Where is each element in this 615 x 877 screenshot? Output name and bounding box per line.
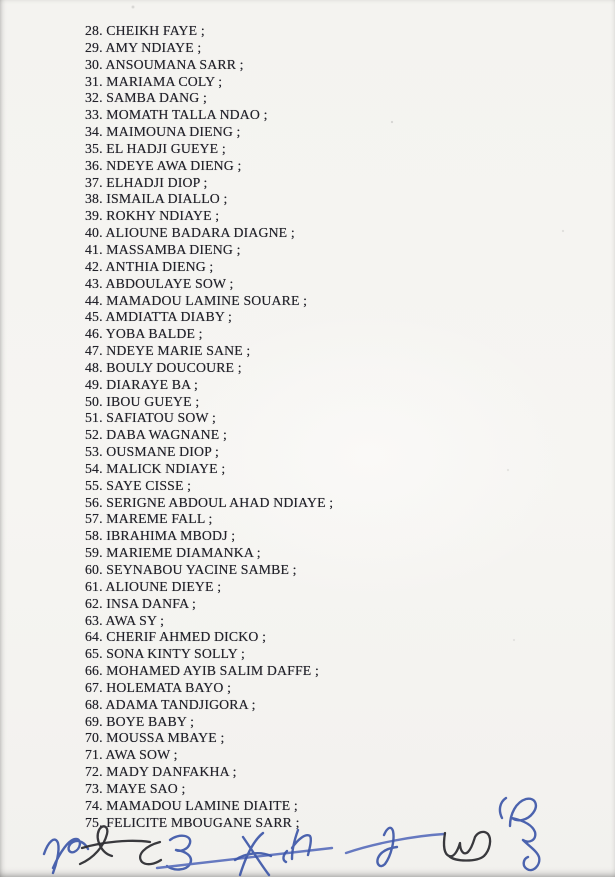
list-item-text: 68. ADAMA TANDJIGORA ;	[85, 696, 256, 712]
list-item-text: 58. IBRAHIMA MBODJ ;	[85, 528, 236, 544]
list-item-text: 30. ANSOUMANA SARR ;	[85, 56, 244, 72]
list-item	[85, 730, 333, 747]
list-item	[85, 528, 333, 545]
list-item	[85, 175, 333, 192]
list-item-text: 41. MASSAMBA DIENG ;	[85, 241, 241, 257]
list-item-text: 73. MAYE SAO ;	[85, 780, 186, 796]
list-item-text: 71. AWA SOW ;	[85, 747, 178, 763]
list-item	[85, 191, 333, 208]
list-item-text: 70. MOUSSA MBAYE ;	[85, 730, 225, 746]
list-item	[85, 57, 333, 74]
list-item-text: 50. IBOU GUEYE ;	[85, 393, 200, 409]
list-item	[85, 629, 333, 646]
list-item	[85, 343, 333, 360]
list-item	[85, 309, 333, 326]
list-item	[85, 124, 333, 141]
list-item	[85, 427, 333, 444]
list-item	[85, 141, 333, 158]
list-item-text: 64. CHERIF AHMED DICKO ;	[85, 629, 267, 645]
list-item-text: 61. ALIOUNE DIEYE ;	[85, 578, 222, 594]
signature-ink-6	[346, 828, 444, 866]
signatures-svg	[40, 790, 600, 877]
list-item-text: 29. AMY NDIAYE ;	[85, 39, 202, 55]
list-item	[85, 90, 333, 107]
list-item	[85, 444, 333, 461]
list-item-text: 52. DABA WAGNANE ;	[85, 427, 227, 443]
list-item-text: 72. MADY DANFAKHA ;	[85, 764, 237, 780]
list-item-text: 39. ROKHY NDIAYE ;	[85, 208, 220, 224]
list-item-text: 43. ABDOULAYE SOW ;	[85, 275, 234, 291]
list-item	[85, 680, 333, 697]
list-item	[85, 107, 333, 124]
list-item-text: 40. ALIOUNE BADARA DIAGNE ;	[85, 225, 295, 241]
list-item	[85, 293, 333, 310]
list-item	[85, 545, 333, 562]
list-item	[85, 394, 333, 411]
list-item-text: 34. MAIMOUNA DIENG ;	[85, 124, 241, 140]
numbered-name-list	[85, 23, 333, 832]
list-item	[85, 495, 333, 512]
list-item	[85, 646, 333, 663]
list-item-text: 69. BOYE BABY ;	[85, 713, 195, 729]
list-item-text: 32. SAMBA DANG ;	[85, 90, 207, 106]
signature-ink-1	[44, 839, 88, 873]
list-item	[85, 747, 333, 764]
list-item-text: 38. ISMAILA DIALLO ;	[85, 191, 228, 207]
list-item-text: 45. AMDIATTA DIABY ;	[85, 309, 233, 325]
list-item-text: 49. DIARAYE BA ;	[85, 376, 199, 392]
list-item-text: 51. SAFIATOU SOW ;	[85, 410, 216, 426]
list-item	[85, 23, 333, 40]
signature-ink-7	[444, 832, 490, 861]
list-item	[85, 714, 333, 731]
list-item	[85, 74, 333, 91]
list-item	[85, 410, 333, 427]
list-item-text: 53. OUSMANE DIOP ;	[85, 444, 220, 460]
list-item-text: 63. AWA SY ;	[85, 612, 165, 628]
list-item	[85, 242, 333, 259]
list-item	[85, 377, 333, 394]
signature-ink-8	[500, 798, 539, 870]
list-item	[85, 259, 333, 276]
list-item	[85, 326, 333, 343]
handwritten-signatures-row	[40, 790, 600, 877]
list-item-text: 28. CHEIKH FAYE ;	[85, 23, 205, 38]
list-item-text: 60. SEYNABOU YACINE SAMBE ;	[85, 562, 297, 577]
list-item-text: 46. YOBA BALDE ;	[85, 326, 203, 342]
list-item	[85, 764, 333, 781]
list-item	[85, 579, 333, 596]
signature-ink-2	[80, 826, 161, 864]
list-item	[85, 208, 333, 225]
signature-ink-5	[283, 830, 310, 862]
list-item	[85, 663, 333, 680]
list-item	[85, 596, 333, 613]
list-item-text: 56. SERIGNE ABDOUL AHAD NDIAYE ;	[85, 494, 334, 510]
list-item	[85, 478, 333, 495]
list-item-text: 75. FELICITE MBOUGANE SARR ;	[85, 814, 300, 830]
list-item	[85, 158, 333, 175]
list-item-text: 54. MALICK NDIAYE ;	[85, 460, 226, 476]
signature-ink-4	[235, 833, 271, 875]
list-item-text: 65. SONA KINTY SOLLY ;	[85, 646, 245, 662]
list-item	[85, 40, 333, 57]
list-item-text: 59. MARIEME DIAMANKA ;	[85, 545, 261, 561]
list-item	[85, 613, 333, 630]
list-item-text: 35. EL HADJI GUEYE ;	[85, 140, 226, 156]
list-item	[85, 562, 333, 579]
list-item-text: 62. INSA DANFA ;	[85, 595, 197, 611]
list-item-text: 57. MAREME FALL ;	[85, 511, 213, 527]
list-item-text: 42. ANTHIA DIENG ;	[85, 258, 214, 274]
list-item	[85, 276, 333, 293]
list-item-text: 33. MOMATH TALLA NDAO ;	[85, 107, 268, 123]
list-item-text: 67. HOLEMATA BAYO ;	[85, 679, 232, 695]
list-item-text: 55. SAYE CISSE ;	[85, 477, 192, 493]
list-item-text: 48. BOULY DOUCOURE ;	[85, 359, 242, 375]
list-item	[85, 225, 333, 242]
list-item-text: 31. MARIAMA COLY ;	[85, 73, 223, 89]
list-item-text: 47. NDEYE MARIE SANE ;	[85, 343, 251, 359]
list-item-text: 66. MOHAMED AYIB SALIM DAFFE ;	[85, 663, 319, 679]
list-item	[85, 697, 333, 714]
list-item-text: 74. MAMADOU LAMINE DIAITE ;	[85, 797, 298, 813]
list-item-text: 44. MAMADOU LAMINE SOUARE ;	[85, 292, 308, 308]
list-item	[85, 360, 333, 377]
list-item	[85, 511, 333, 528]
list-item	[85, 461, 333, 478]
list-item-text: 37. ELHADJI DIOP ;	[85, 174, 208, 190]
list-item-text: 36. NDEYE AWA DIENG ;	[85, 157, 242, 173]
